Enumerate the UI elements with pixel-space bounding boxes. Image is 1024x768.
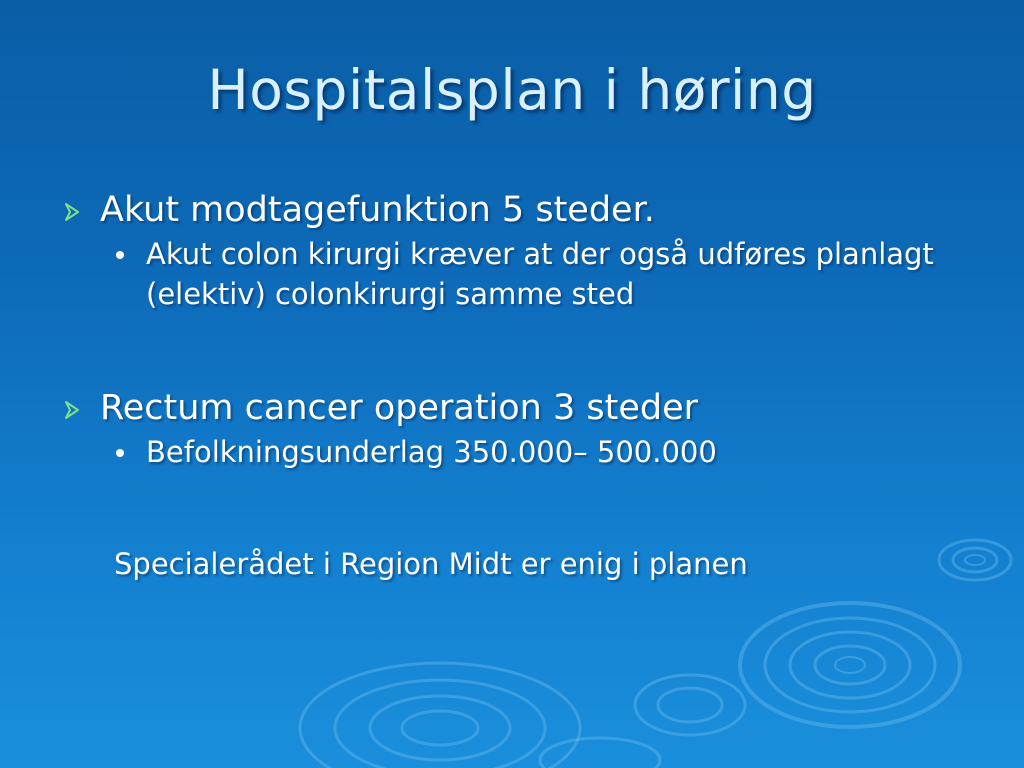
dot-bullet-icon xyxy=(116,449,124,457)
bullet-level2 xyxy=(62,234,982,314)
bullet-level1-text: Rectum cancer operation 3 steder xyxy=(100,388,699,428)
slide-content xyxy=(62,186,982,472)
bullet-level1 xyxy=(62,186,982,234)
bullet-level1-text: Akut modtagefunktion 5 steder. xyxy=(100,190,655,230)
bullet-level2-text: Befolkningsunderlag 350.000– 500.000 xyxy=(146,435,717,469)
slide-note: Specialerådet i Region Midt er enig i planen xyxy=(114,547,748,581)
dot-bullet-icon xyxy=(116,251,124,259)
bullet-level2-text: Akut colon kirurgi kræver at der også udføres planlagt (elektiv) colonkirurgi samme sted xyxy=(146,237,934,311)
bullet-level2 xyxy=(62,432,982,472)
slide-title: Hospitalsplan i høring xyxy=(207,58,817,122)
arrow-bullet-icon xyxy=(62,202,82,222)
arrow-bullet-icon xyxy=(62,400,82,420)
bullet-level1 xyxy=(62,384,982,432)
